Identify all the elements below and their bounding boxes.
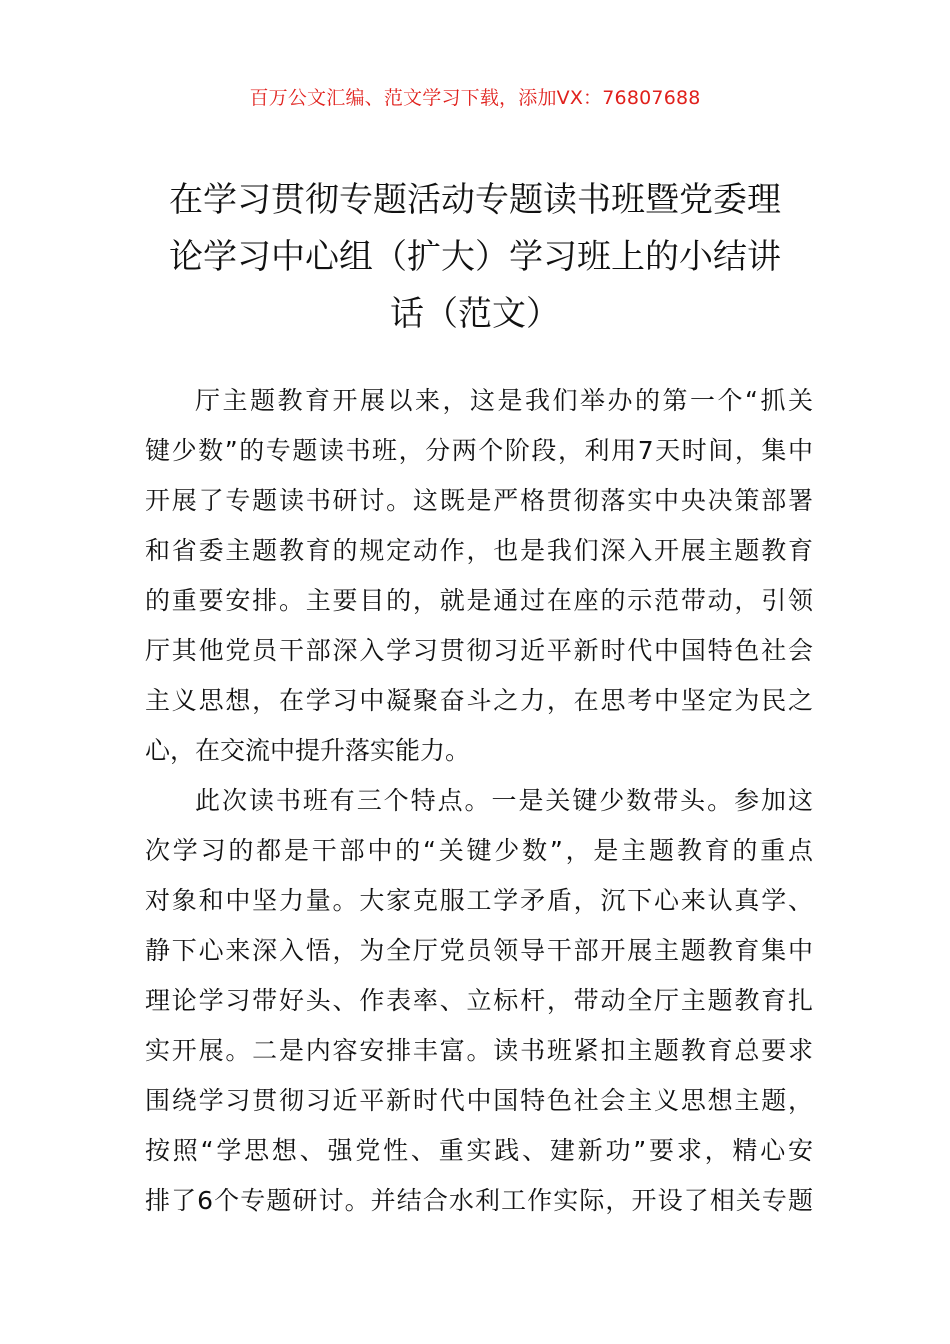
text-line: 围绕学习贯彻习近平新时代中国特色社会主义思想主题， xyxy=(145,1086,813,1115)
text-line: 键少数”的专题读书班，分两个阶段，利用7天时间，集中 xyxy=(145,436,813,465)
text-line: 的重要安排。主要目的，就是通过在座的示范带动，引领 xyxy=(145,586,813,615)
text-line: 排了6个专题研讨。并结合水利工作实际，开设了相关专题 xyxy=(145,1186,813,1215)
text-line: 次学习的都是干部中的“关键少数”，是主题教育的重点 xyxy=(145,836,813,865)
text-line: 此次读书班有三个特点。一是关键少数带头。参加这 xyxy=(195,786,813,815)
title-line: 论学习中心组（扩大）学习班上的小结讲 xyxy=(169,237,781,277)
text-line: 按照“学思想、强党性、重实践、建新功”要求，精心安 xyxy=(145,1136,813,1165)
title-line: 在学习贯彻专题活动专题读书班暨党委理 xyxy=(169,180,781,220)
document-title xyxy=(140,172,810,343)
paragraph-1 xyxy=(145,376,813,776)
document-body xyxy=(145,376,813,1226)
text-line: 理论学习带好头、作表率、立标杆，带动全厅主题教育扎 xyxy=(145,986,813,1015)
title-line: 话（范文） xyxy=(390,294,560,334)
text-line: 心，在交流中提升落实能力。 xyxy=(145,736,471,765)
text-line: 和省委主题教育的规定动作，也是我们深入开展主题教育 xyxy=(145,536,813,565)
text-line: 开展了专题读书研讨。这既是严格贯彻落实中央决策部署 xyxy=(145,486,813,515)
text-line: 对象和中坚力量。大家克服工学矛盾，沉下心来认真学、 xyxy=(145,886,813,915)
text-line: 厅其他党员干部深入学习贯彻习近平新时代中国特色社会 xyxy=(145,636,813,665)
text-line: 实开展。二是内容安排丰富。读书班紧扣主题教育总要求 xyxy=(145,1036,813,1065)
text-line: 主义思想，在学习中凝聚奋斗之力，在思考中坚定为民之 xyxy=(145,686,813,715)
text-line: 厅主题教育开展以来，这是我们举办的第一个“抓关 xyxy=(195,386,813,415)
header-promo-note: 百万公文汇编、范文学习下载，添加VX：76807688 xyxy=(249,87,701,109)
text-line: 静下心来深入悟，为全厅党员领导干部开展主题教育集中 xyxy=(145,936,813,965)
paragraph-2 xyxy=(145,776,813,1226)
